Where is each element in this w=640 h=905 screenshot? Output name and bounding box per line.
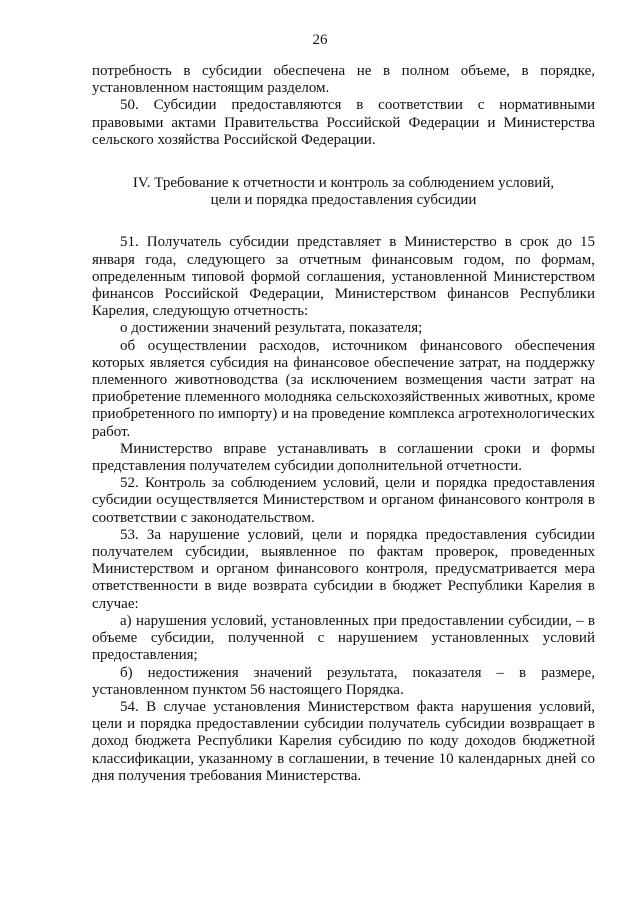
paragraph-continuation: потребность в субсидии обеспечена не в полном объеме, в порядке, установленном настоящим разделом.: [92, 63, 595, 97]
paragraph-51-extra: Министерство вправе устанавливать в соглашении сроки и формы представления получателем субсидии дополнительной отчетности.: [92, 440, 595, 475]
section-heading: [92, 175, 595, 209]
paragraph-53-a: а) нарушения условий, установленных при предоставлении субсидии, – в объеме субсидии, полученной с нарушением установленных условий предоставления;: [92, 612, 595, 664]
paragraph-54: 54. В случае установления Министерством факта нарушения условий, цели и порядка предоставлении субсидии получатель субсидии возвращает в доход бюджета Республики Карелия субсидию по коду доходов бюджетной классификации, указанному в соглашении, в течение 10 календарных дней со дня получения требования Министерства.: [92, 698, 595, 784]
section-heading-line-1: IV. Требование к отчетности и контроль за соблюдением условий,: [132, 175, 555, 192]
page-number: 26: [312, 32, 328, 48]
paragraph-53: 53. За нарушение условий, цели и порядка предоставления субсидии получателем субсидии, выявленное по фактам проверок, проведенных Министерством и органом финансового контроля, предусматривается мера ответственности в виде возврата субсидии в бюджет Республики Карелия в случае:: [92, 526, 595, 612]
document-body: [92, 63, 595, 785]
paragraph-53-b: б) недостижения значений результата, показателя – в размере, установленном пунктом 56 настоящего Порядка.: [92, 664, 595, 698]
section-heading-line-2: цели и порядка предоставления субсидии: [210, 192, 477, 209]
paragraph-51-item-1: о достижении значений результата, показателя;: [120, 320, 423, 337]
paragraph-50: 50. Субсидии предоставляются в соответствии с нормативными правовыми актами Правительства Российской Федерации и Министерства сельского хозяйства Российской Федерации.: [92, 97, 595, 148]
paragraph-52: 52. Контроль за соблюдением условий, цели и порядка предоставления субсидии осуществляется Министерством и органом финансового контроля в соответствии с законодательством.: [92, 475, 595, 526]
paragraph-51-item-2: об осуществлении расходов, источником финансового обеспечения которых является субсидия на финансовое обеспечение затрат, на поддержку племенного животноводства (за исключением возмещения части затрат на приобретение племенного молодняка сельскохозяйственных животных, кроме приобретенного по импорту) и на проведение комплекса агротехнологических работ.: [92, 337, 595, 440]
paragraph-51: 51. Получатель субсидии представляет в Министерство в срок до 15 января года, следующего за отчетным финансовым годом, по формам, определенным типовой формой соглашения, установленной Министерством финансов Российской Федерации, Министерством финансов Республики Карелия, следующую отчетность:: [92, 234, 595, 320]
